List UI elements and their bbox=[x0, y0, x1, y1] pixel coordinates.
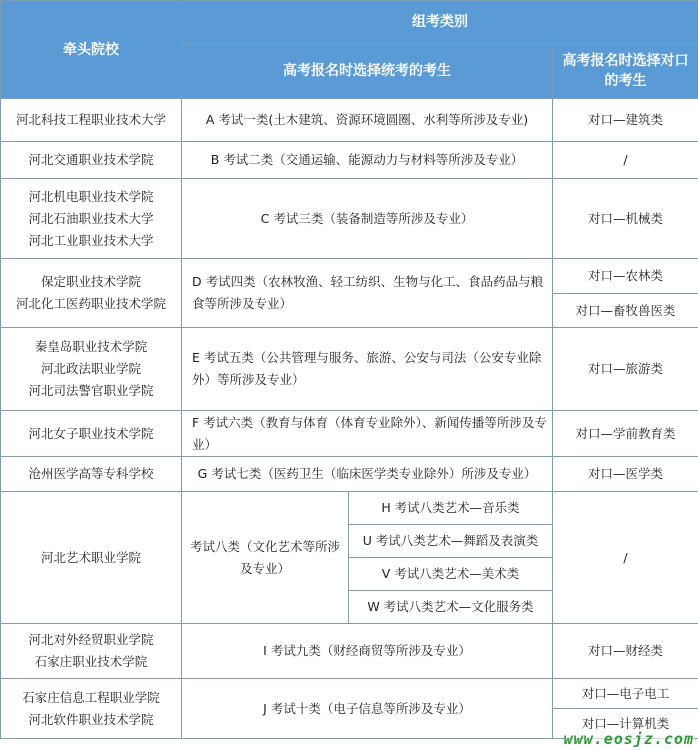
school-name: 河北化工医药职业技术学院 bbox=[15, 296, 166, 311]
vocational-category-cell: 对口—畜牧兽医类 bbox=[553, 294, 698, 328]
school-name: 秦皇岛职业技术学院 bbox=[34, 339, 148, 354]
table-row bbox=[1, 179, 698, 259]
exam-category-cell: J 考试十类（电子信息等所涉及专业） bbox=[182, 679, 553, 739]
vocational-category-cell: 对口—计算机类 bbox=[553, 709, 698, 739]
table-row bbox=[1, 492, 698, 525]
exam-subcategory-cell: U 考试八类艺术—舞蹈及表演类 bbox=[349, 525, 553, 558]
school-name: 河北石油职业技术大学 bbox=[28, 210, 154, 226]
exam-category-cell: A 考试一类(土木建筑、资源环境圆圈、水利等所涉及专业) bbox=[182, 99, 553, 142]
school-name: 河北交通职业技术学院 bbox=[28, 152, 154, 167]
lead-school-header: 牵头院校 bbox=[1, 1, 182, 99]
table-row bbox=[1, 624, 698, 679]
exam-category-cell: 考试八类（文化艺术等所涉及专业） bbox=[182, 492, 349, 624]
school-name: 河北软件职业技术学院 bbox=[28, 711, 154, 727]
exam-subcategory-cell: V 考试八类艺术—美术类 bbox=[349, 558, 553, 591]
lead-school-cell bbox=[1, 328, 182, 411]
table-row bbox=[1, 99, 698, 142]
exam-category-cell: G 考试七类（医药卫生（临床医学类专业除外）所涉及专业） bbox=[182, 457, 553, 492]
vocational-category-cell: / bbox=[553, 492, 698, 624]
exam-category-cell: B 考试二类（交通运输、能源动力与材料等所涉及专业） bbox=[182, 142, 553, 179]
lead-school-cell bbox=[1, 411, 182, 457]
table-row bbox=[1, 411, 698, 457]
lead-school-cell bbox=[1, 492, 182, 624]
school-name: 河北女子职业技术学院 bbox=[28, 425, 154, 441]
vocational-category-cell: 对口—电子电工 bbox=[553, 679, 698, 709]
watermark: www.eosjz.com bbox=[563, 730, 694, 748]
lead-school-cell bbox=[1, 259, 182, 328]
lead-school-cell bbox=[1, 179, 182, 259]
lead-school-cell bbox=[1, 679, 182, 739]
school-name: 河北司法警官职业学院 bbox=[28, 383, 154, 398]
school-name: 河北政法职业学院 bbox=[40, 361, 141, 376]
lead-school-cell bbox=[1, 99, 182, 142]
school-name: 石家庄职业技术学院 bbox=[34, 654, 148, 669]
exam-subcategory-cell: H 考试八类艺术—音乐类 bbox=[349, 492, 553, 525]
school-name: 保定职业技术学院 bbox=[40, 274, 141, 289]
exam-category-cell: D 考试四类（农林牧渔、轻工纺织、生物与化工、食品药品与粮食等所涉及专业） bbox=[182, 259, 553, 328]
group-category-header: 组考类别 bbox=[182, 1, 698, 44]
exam-category-cell: I 考试九类（财经商贸等所涉及专业） bbox=[182, 624, 553, 679]
school-name: 沧州医学高等专科学校 bbox=[28, 466, 154, 481]
unified-exam-header: 高考报名时选择统考的考生 bbox=[182, 44, 553, 99]
vocational-category-cell: 对口—财经类 bbox=[553, 624, 698, 679]
vocational-category-cell: 对口—建筑类 bbox=[553, 99, 698, 142]
lead-school-cell bbox=[1, 624, 182, 679]
vocational-category-cell: 对口—医学类 bbox=[553, 457, 698, 492]
school-name: 河北工业职业技术大学 bbox=[28, 232, 154, 248]
vocational-category-cell: 对口—旅游类 bbox=[553, 328, 698, 411]
vocational-category-cell: 对口—学前教育类 bbox=[553, 411, 698, 457]
vocational-exam-header: 高考报名时选择对口的考生 bbox=[553, 44, 698, 99]
school-name: 石家庄信息工程职业学院 bbox=[22, 689, 160, 705]
lead-school-cell bbox=[1, 142, 182, 179]
exam-category-cell: C 考试三类（装备制造等所涉及专业） bbox=[182, 179, 553, 259]
table-row bbox=[1, 679, 698, 709]
vocational-category-cell: / bbox=[553, 142, 698, 179]
exam-subcategory-cell: W 考试八类艺术—文化服务类 bbox=[349, 591, 553, 624]
lead-school-cell bbox=[1, 457, 182, 492]
exam-category-cell: E 考试五类（公共管理与服务、旅游、公安与司法（公安专业除外）等所涉及专业） bbox=[182, 328, 553, 411]
table-row bbox=[1, 328, 698, 411]
table-row bbox=[1, 142, 698, 179]
table-row bbox=[1, 259, 698, 294]
school-name: 河北机电职业技术学院 bbox=[28, 188, 154, 204]
vocational-category-cell: 对口—农林类 bbox=[553, 259, 698, 294]
exam-category-cell: F 考试六类（教育与体育（体育专业除外）、新闻传播等所涉及专业） bbox=[182, 411, 553, 457]
school-name: 河北对外经贸职业学院 bbox=[28, 632, 154, 647]
table-row bbox=[1, 457, 698, 492]
vocational-category-cell: 对口—机械类 bbox=[553, 179, 698, 259]
school-name: 河北艺术职业学院 bbox=[40, 549, 141, 565]
school-name: 河北科技工程职业技术大学 bbox=[15, 112, 166, 127]
